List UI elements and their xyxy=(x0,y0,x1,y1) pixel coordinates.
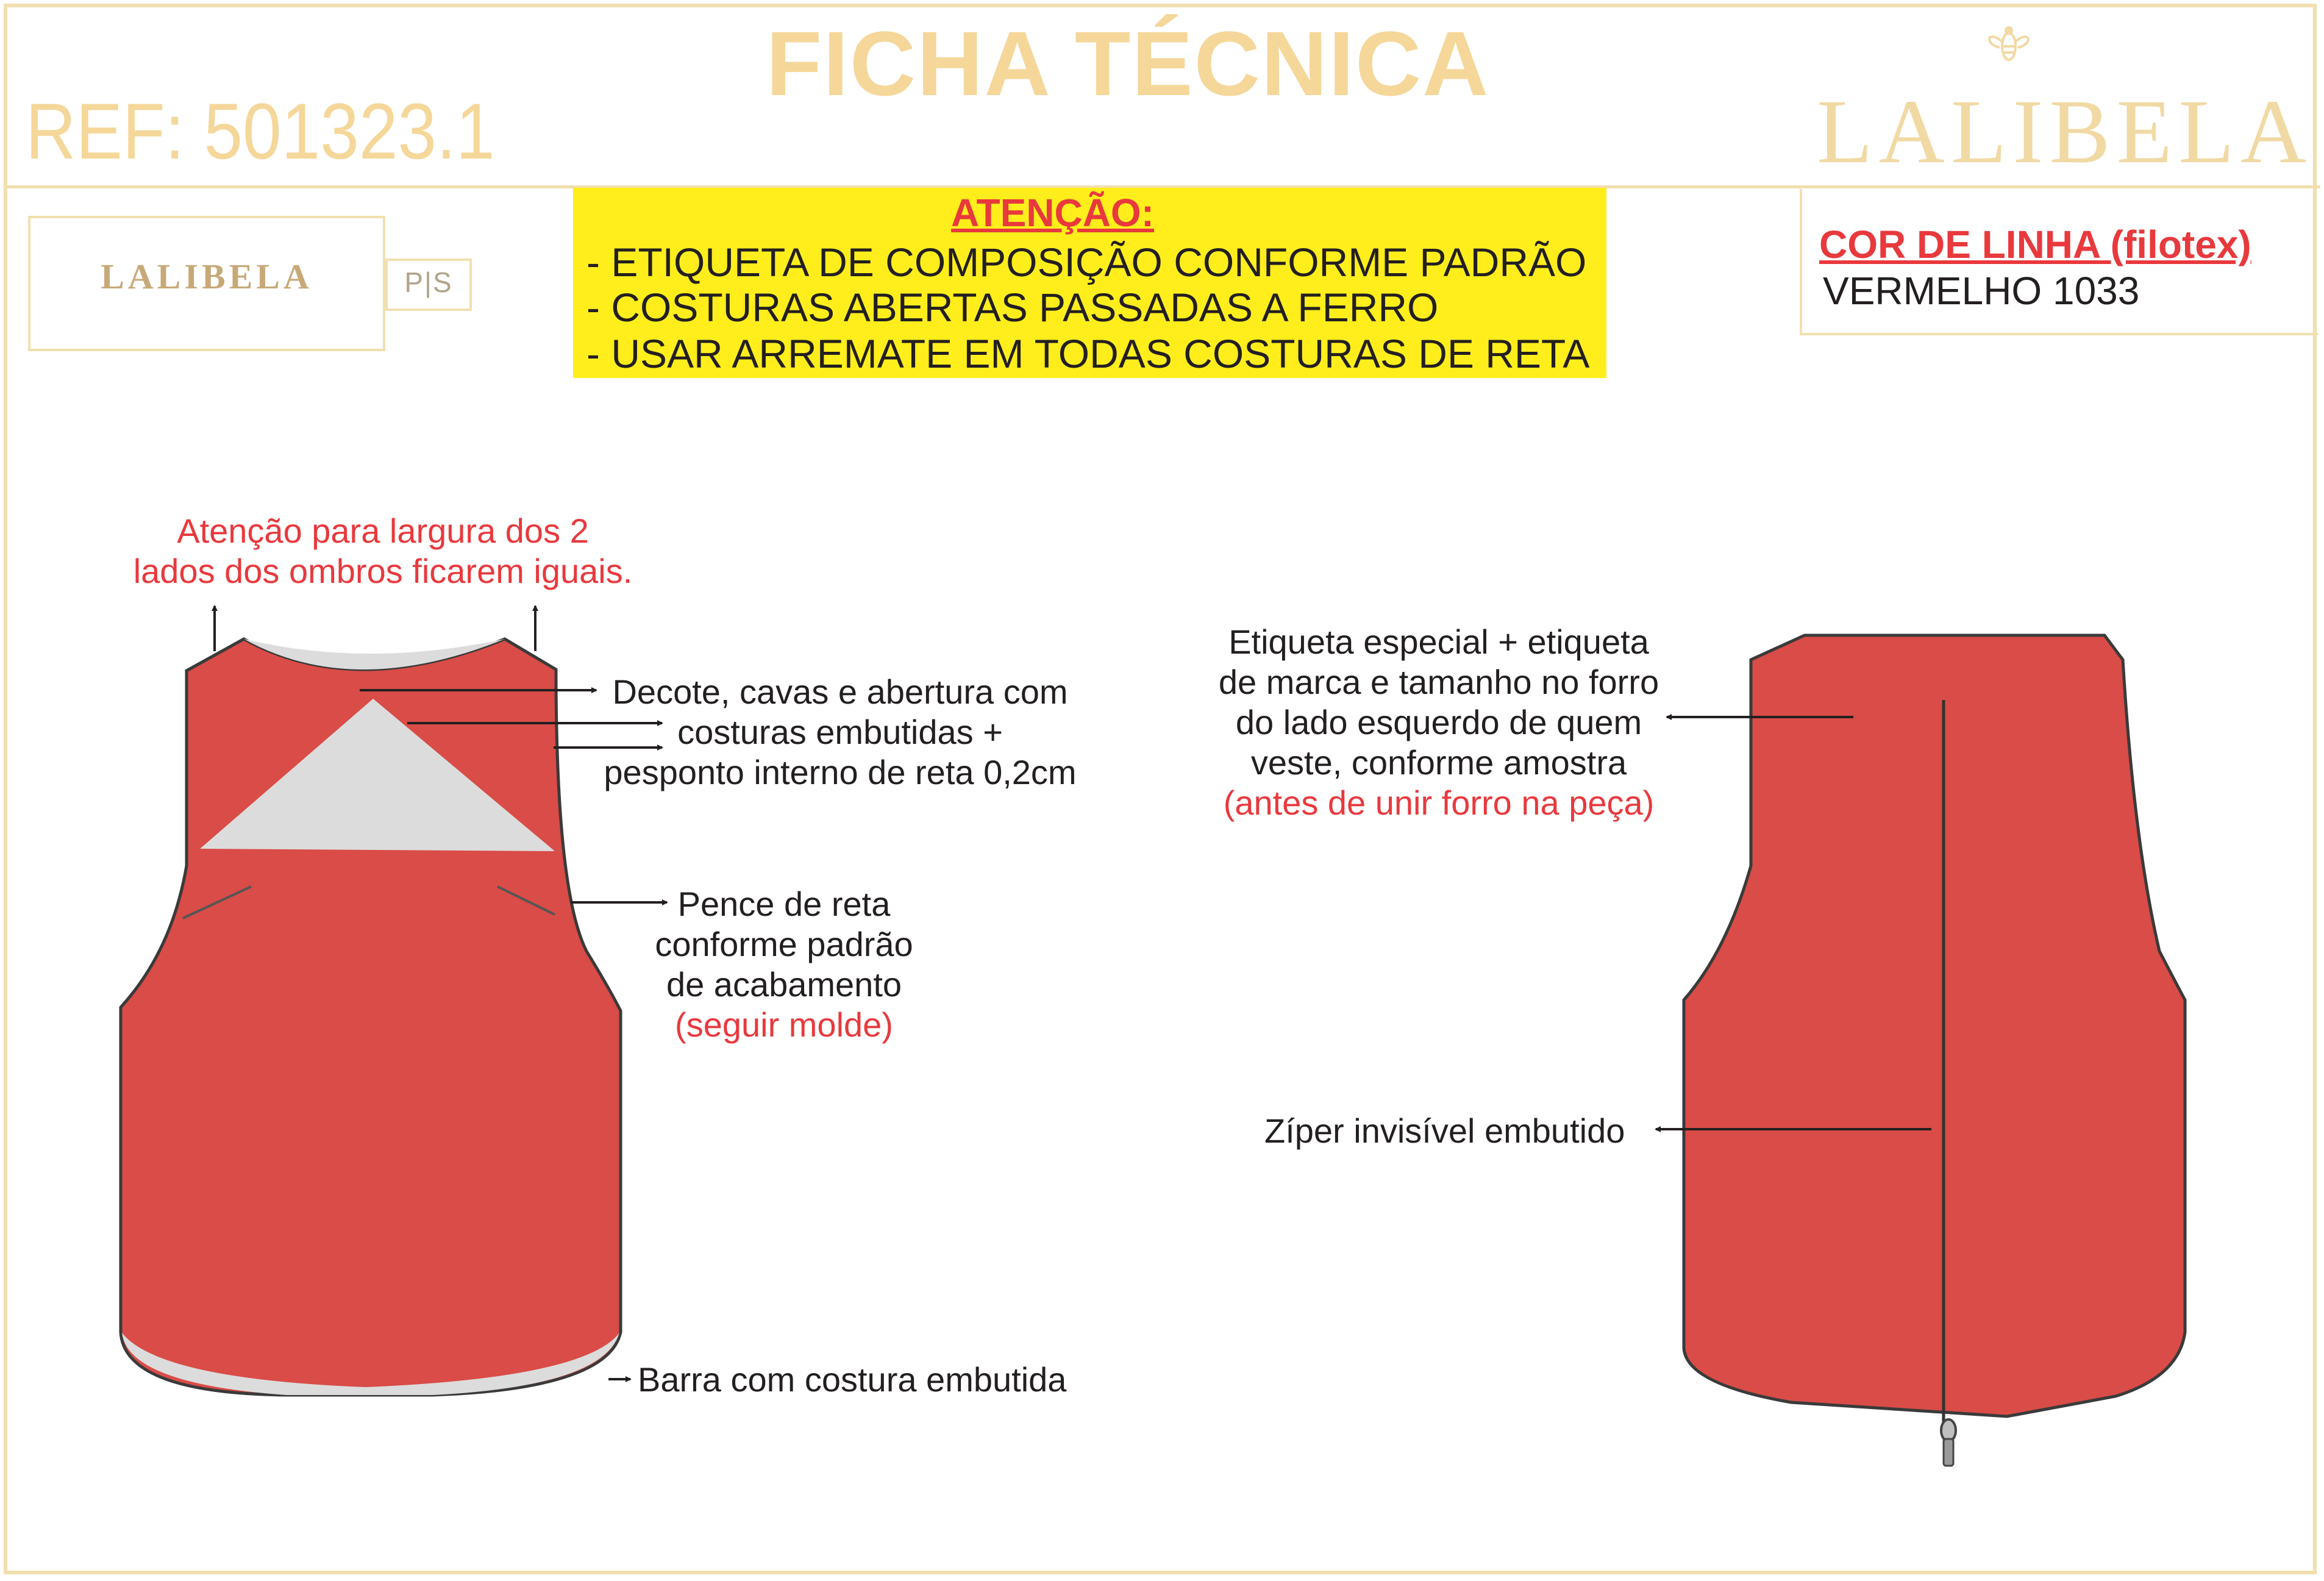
attention-title: ATENÇÃO: xyxy=(951,191,1154,235)
attention-line: - USAR ARREMATE EM TODAS COSTURAS DE RETA xyxy=(586,331,1590,376)
label-note-line: veste, conforme amostra xyxy=(1250,743,1627,782)
shoulder-note-line: Atenção para largura dos 2 xyxy=(177,512,589,550)
shoulder-note-line: lados dos ombros ficarem iguais. xyxy=(133,552,633,590)
reference-code: REF: 501323.1 xyxy=(26,87,495,176)
shoulder-note xyxy=(115,511,651,591)
label-note-line: do lado esquerdo de quem xyxy=(1235,703,1642,741)
size-tag-text: P|S xyxy=(404,266,453,298)
dart-note-line: Pence de reta xyxy=(677,885,891,923)
page-title: FICHA TÉCNICA xyxy=(766,12,1490,115)
dart-note-red: (seguir molde) xyxy=(675,1005,893,1044)
dart-note xyxy=(632,884,936,1045)
label-note-red: (antes de unir forro na peça) xyxy=(1223,783,1655,822)
label-note-line: de marca e tamanho no forro xyxy=(1218,663,1659,701)
thread-color-title: COR DE LINHA (filotex) xyxy=(1819,223,2251,266)
back-garment-sketch xyxy=(1684,635,2185,1466)
attention-line: - COSTURAS ABERTAS PASSADAS A FERRO xyxy=(586,285,1439,330)
hem-note: Barra com costura embutida xyxy=(638,1360,1067,1399)
dart-note-line: conforme padrão xyxy=(655,925,913,963)
neckline-note xyxy=(590,672,1090,793)
front-garment-sketch xyxy=(121,639,621,1395)
label-brand-text: LALIBELA xyxy=(101,257,313,296)
zipper-tab xyxy=(1944,1439,1953,1466)
back-garment-body xyxy=(1684,635,2185,1416)
zipper-note: Zíper invisível embutido xyxy=(1264,1112,1625,1150)
neckline-note-line: Decote, cavas e abertura com xyxy=(612,673,1068,711)
label-note xyxy=(1195,622,1683,823)
brand-logo: LALIBELA xyxy=(1817,81,2313,182)
label-note-line: Etiqueta especial + etiqueta xyxy=(1228,623,1649,661)
attention-line: - ETIQUETA DE COMPOSIÇÃO CONFORME PADRÃO xyxy=(586,240,1587,285)
neckline-note-line: pesponto interno de reta 0,2cm xyxy=(604,753,1077,791)
thread-color-value: VERMELHO 1033 xyxy=(1823,269,2140,313)
dart-note-line: de acabamento xyxy=(666,965,902,1004)
neckline-note-line: costuras embutidas + xyxy=(677,713,1003,751)
